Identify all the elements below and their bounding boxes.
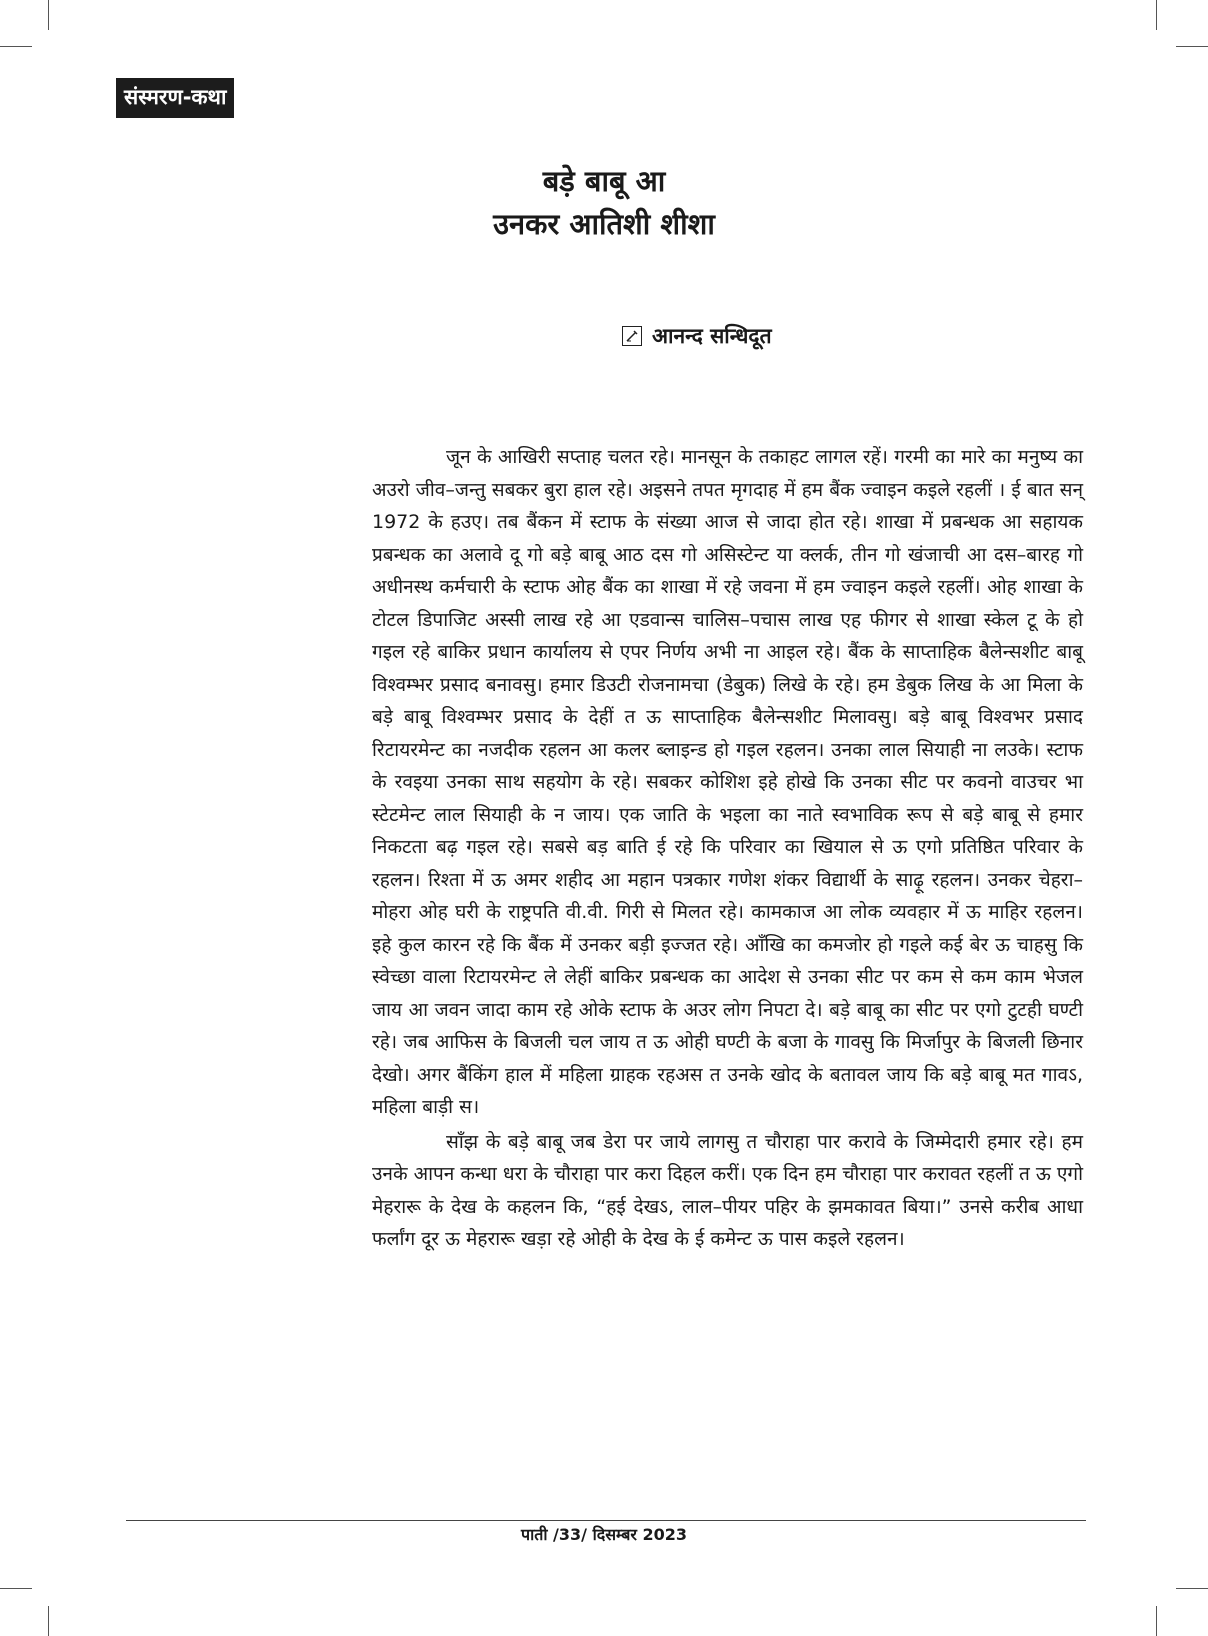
crop-mark — [1156, 1606, 1157, 1636]
page-footer: पाती /33/ दिसम्बर 2023 — [520, 1525, 688, 1544]
title-line-2: उनकर आतिशी शीशा — [493, 207, 715, 241]
crop-mark — [1176, 1588, 1208, 1589]
crop-mark — [1176, 46, 1208, 47]
article-title — [0, 160, 1208, 246]
title-line-1: बड़े बाबू आ — [542, 164, 666, 198]
crop-mark — [0, 46, 32, 47]
pen-icon — [622, 326, 642, 346]
paragraph: साँझ के बड़े बाबू जब डेरा पर जाये लागसु त चौराहा पार करावे के जिम्मेदारी हमार रहे। हम उनके आपन कन्धा धरा के चौराहा पार करा दिहल करीं। एक दिन हम चौराहा पार करावत रहलीं त ऊ एगो मेहरारू के देख के कहलन कि, “हई देखऽ, लाल–पीयर पहिर के झमकावत बिया।” उनसे करीब आधा फर्लांग दूर ऊ मेहरारू खड़ा रहे ओही के देख के ई कमेन्ट ऊ पास कइले रहलन। — [372, 1130, 1083, 1250]
crop-mark — [48, 1606, 49, 1636]
author-byline — [622, 322, 772, 350]
crop-mark — [1156, 0, 1157, 30]
article-body — [372, 441, 1083, 1258]
crop-mark — [48, 0, 49, 30]
author-name: आनन्द सन्धिदूत — [652, 324, 772, 348]
crop-mark — [0, 1588, 32, 1589]
section-tag: संस्मरण-कथा — [116, 78, 234, 118]
footer-divider — [126, 1520, 1086, 1521]
paragraph: जून के आखिरी सप्ताह चलत रहे। मानसून के तकाहट लागल रहें। गरमी का मारे का मनुष्य का अउरो जीव–जन्तु सबकर बुरा हाल रहे। अइसने तपत मृगदाह में हम बैंक ज्वाइन कइले रहलीं । ई बात सन् 1972 के हउए। तब बैंकन में स्टाफ के संख्या आज से जादा होत रहे। शाखा में प्रबन्धक आ सहायक प्रबन्धक का अलावे दू गो बड़े बाबू आठ दस गो असिस्टेन्ट या क्लर्क, तीन गो खंजाची आ दस–बारह गो अधीनस्थ कर्मचारी के स्टाफ ओह बैंक का शाखा में रहे जवना में हम ज्वाइन कइले रहलीं। ओह शाखा के टोटल डिपाजिट अस्सी लाख रहे आ एडवान्स चालिस–पचास लाख एह फीगर से शाखा स्केल टू के हो गइल रहे बाकिर प्रधान कार्यालय से एपर निर्णय अभी ना आइल रहे। बैंक के साप्ताहिक बैलेन्सशीट बाबू विश्वम्भर प्रसाद बनावसु। हमार डिउटी रोजनामचा (डेबुक) लिखे के रहे। हम डेबुक लिख के आ मिला के बड़े बाबू विश्वम्भर प्रसाद के देहीं त ऊ साप्ताहिक बैलेन्सशीट मिलावसु। बड़े बाबू विश्वभर प्रसाद रिटायरमेन्ट का नजदीक रहलन आ कलर ब्लाइन्ड हो गइल रहलन। उनका लाल सियाही ना लउके। स्टाफ के रवइया उनका साथ सहयोग के रहे। सबकर कोशिश इहे होखे कि उनका सीट पर कवनो वाउचर भा स्टेटमेन्ट लाल सियाही के न जाय। एक जाति के भइला का नाते स्वभाविक रूप से बड़े बाबू से हमार निकटता बढ़ गइल रहे। सबसे बड़ बाति ई रहे कि परिवार का खियाल से ऊ एगो प्रतिष्ठित परिवार के रहलन। रिश्ता में ऊ अमर शहीद आ महान पत्रकार गणेश शंकर विद्यार्थी के साढ़ू रहलन। उनकर चेहरा–मोहरा ओह घरी के राष्ट्रपति वी.वी. गिरी से मिलत रहे। कामकाज आ लोक व्यवहार में ऊ माहिर रहलन। इहे कुल कारन रहे कि बैंक में उनकर बड़ी इज्जत रहे। आँखि का कमजोर हो गइले कई बेर ऊ चाहसु कि स्वेच्छा वाला रिटायरमेन्ट ले लेहीं बाकिर प्रबन्धक का आदेश से उनका सीट पर कम से कम काम भेजल जाय आ जवन जादा काम रहे ओके स्टाफ के अउर लोग निपटा दे। बड़े बाबू का सीट पर एगो टुटही घण्टी रहे। जब आफिस के बिजली चल जाय त ऊ ओही घण्टी के बजा के गावसु कि मिर्जापुर के बिजली छिनार देखो। अगर बैंकिंग हाल में महिला ग्राहक रहअस त उनके खोद के बतावल जाय कि बड़े बाबू मत गावऽ, महिला बाड़ी स। — [372, 446, 1083, 1118]
